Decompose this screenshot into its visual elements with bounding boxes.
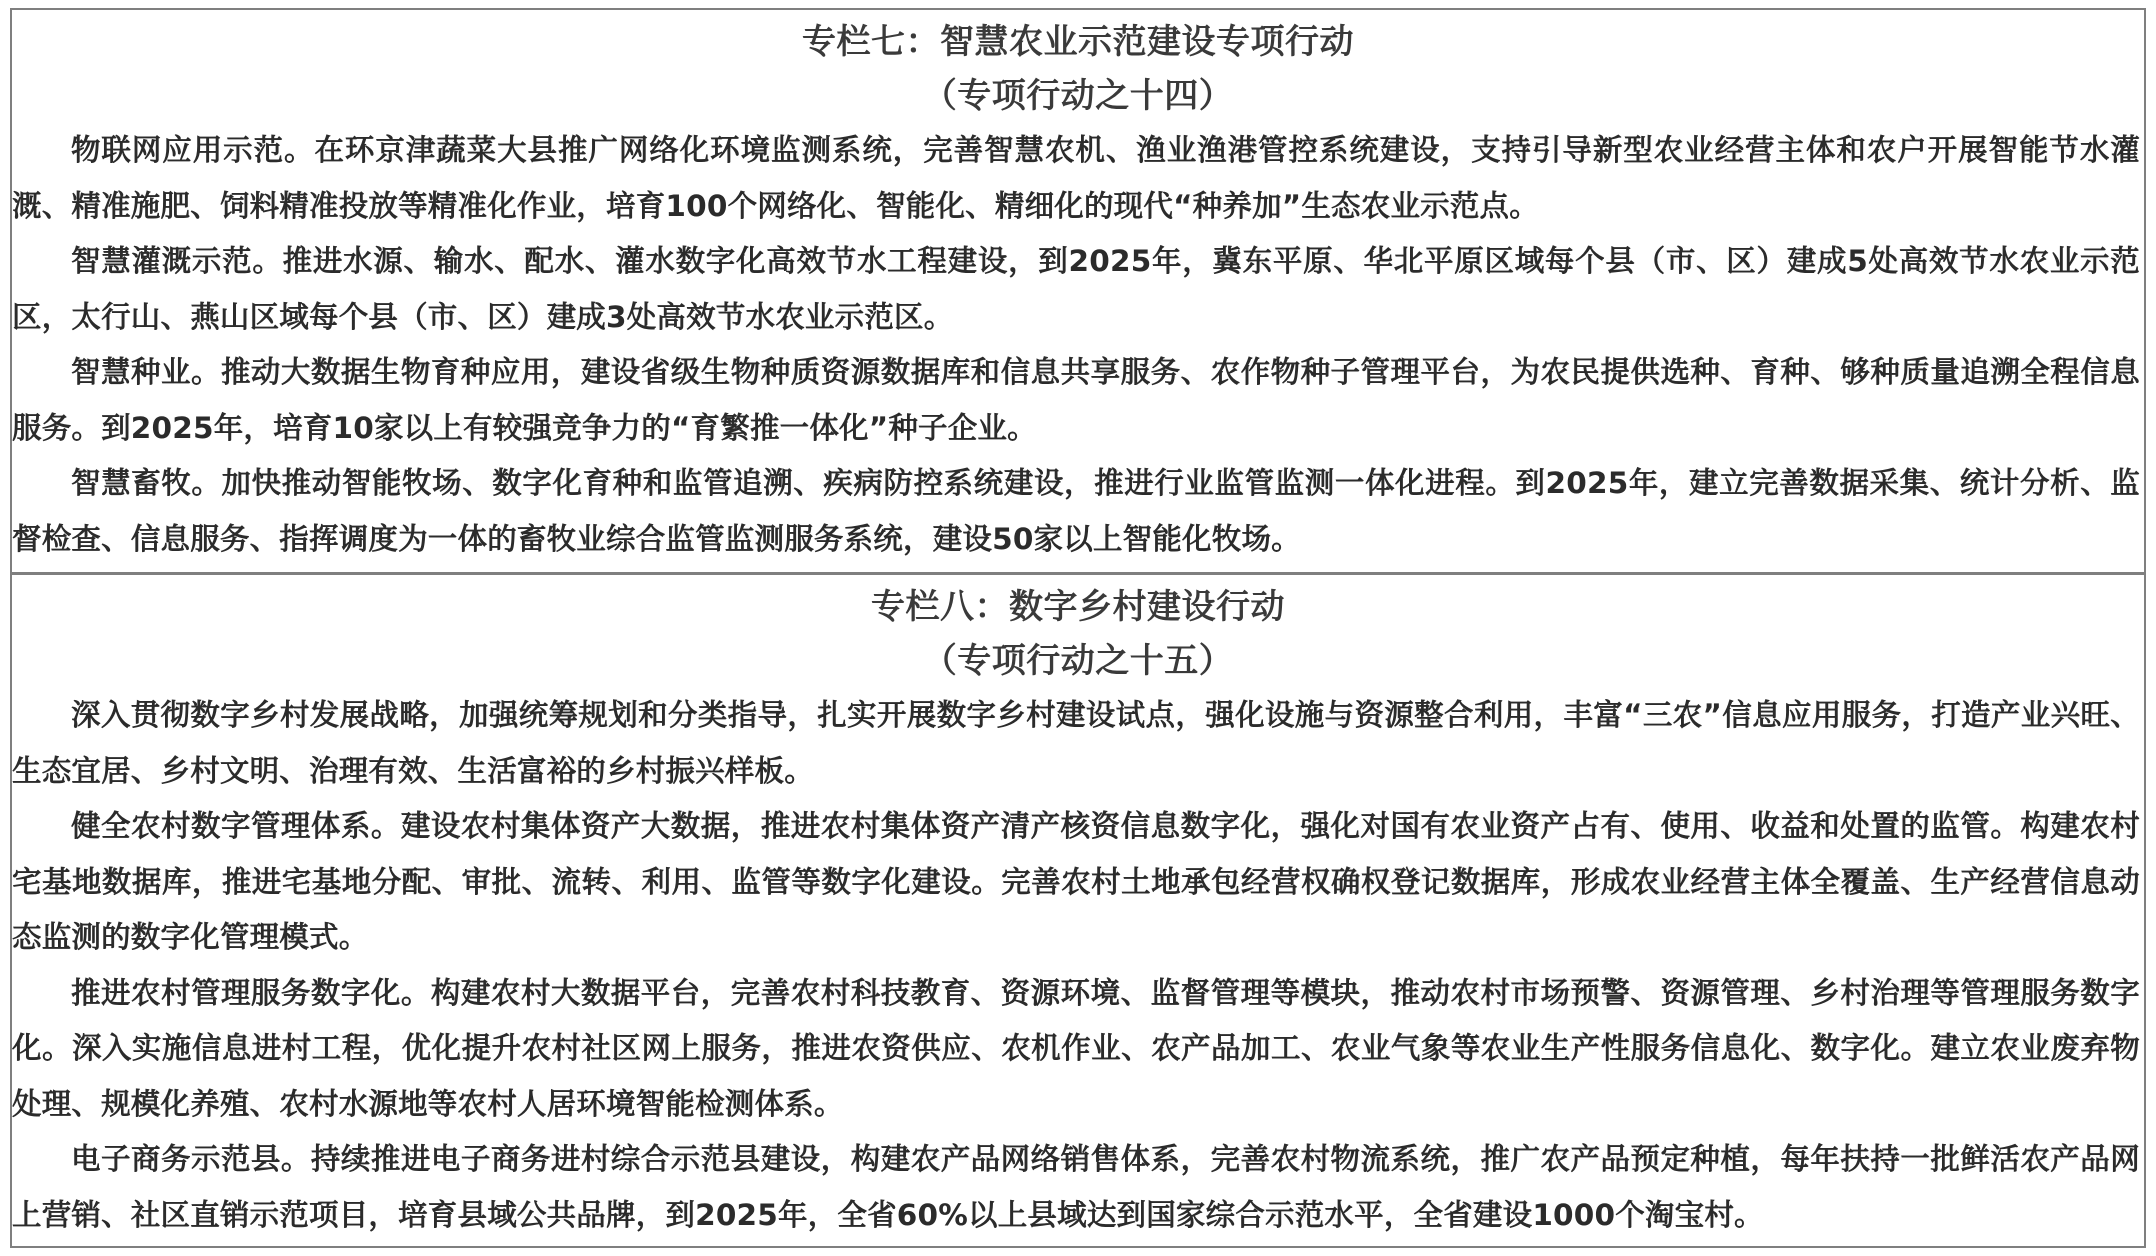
column-eight-subtitle: （专项行动之十五）	[922, 641, 1234, 681]
document-page	[10, 8, 2146, 1248]
column-seven-subtitle: （专项行动之十四）	[922, 76, 1234, 116]
column-seven-paragraph-livestock: 智慧畜牧。加快推动智能牧场、数字化育种和监管追溯、疾病防控系统建设，推进行业监管监测一体化进程。到2025年，建立完善数据采集、统计分析、监督检查、信息服务、指挥调度为一体的畜牧业综合监管监测服务系统，建设50家以上智能化牧场。	[12, 466, 2140, 556]
column-seven-paragraph-iot: 物联网应用示范。在环京津蔬菜大县推广网络化环境监测系统，完善智慧农机、渔业渔港管控系统建设，支持引导新型农业经营主体和农户开展智能节水灌溉、精准施肥、饲料精准投放等精准化作业，培育100个网络化、智能化、精细化的现代“种养加”生态农业示范点。	[12, 133, 2140, 223]
column-eight-paragraph-services: 推进农村管理服务数字化。构建农村大数据平台，完善农村科技教育、资源环境、监督管理等模块，推动农村市场预警、资源管理、乡村治理等管理服务数字化。深入实施信息进村工程，优化提升农村社区网上服务，推进农资供应、农机作业、农产品加工、农业气象等农业生产性服务信息化、数字化。建立农业废弃物处理、规模化养殖、农村水源地等农村人居环境智能检测体系。	[12, 975, 2140, 1121]
column-seven-paragraph-irrigation: 智慧灌溉示范。推进水源、输水、配水、灌水数字化高效节水工程建设，到2025年，冀东平原、华北平原区域每个县（市、区）建成5处高效节水农业示范区，太行山、燕山区域每个县（市、区）建成3处高效节水农业示范区。	[12, 244, 2140, 334]
column-eight-paragraph-management: 健全农村数字管理体系。建设农村集体资产大数据，推进农村集体资产清产核资信息数字化，强化对国有农业资产占有、使用、收益和处置的监管。构建农村宅基地数据库，推进宅基地分配、审批、流转、利用、监管等数字化建设。完善农村土地承包经营权确权登记数据库，形成农业经营主体全覆盖、生产经营信息动态监测的数字化管理模式。	[12, 809, 2140, 954]
column-eight-paragraph-ecommerce: 电子商务示范县。持续推进电子商务进村综合示范县建设，构建农产品网络销售体系，完善农村物流系统，推广农产品预定种植，每年扶持一批鲜活农产品网上营销、社区直销示范项目，培育县域公共品牌，到2025年，全省60%以上县域达到国家综合示范水平，全省建设1000个淘宝村。	[12, 1142, 2140, 1232]
column-seven-title: 专栏七：智慧农业示范建设专项行动	[802, 22, 1354, 62]
column-seven-paragraph-seed: 智慧种业。推动大数据生物育种应用，建设省级生物种质资源数据库和信息共享服务、农作物种子管理平台，为农民提供选种、育种、够种质量追溯全程信息服务。到2025年，培育10家以上有较强竞争力的“育繁推一体化”种子企业。	[12, 355, 2140, 445]
column-eight-paragraph-strategy: 深入贯彻数字乡村发展战略，加强统筹规划和分类指导，扎实开展数字乡村建设试点，强化设施与资源整合利用，丰富“三农”信息应用服务，打造产业兴旺、生态宜居、乡村文明、治理有效、生活富裕的乡村振兴样板。	[12, 698, 2140, 788]
column-box-seven	[12, 10, 2144, 572]
column-eight-title: 专栏八：数字乡村建设行动	[871, 587, 1285, 627]
column-box-eight	[12, 572, 2144, 1248]
